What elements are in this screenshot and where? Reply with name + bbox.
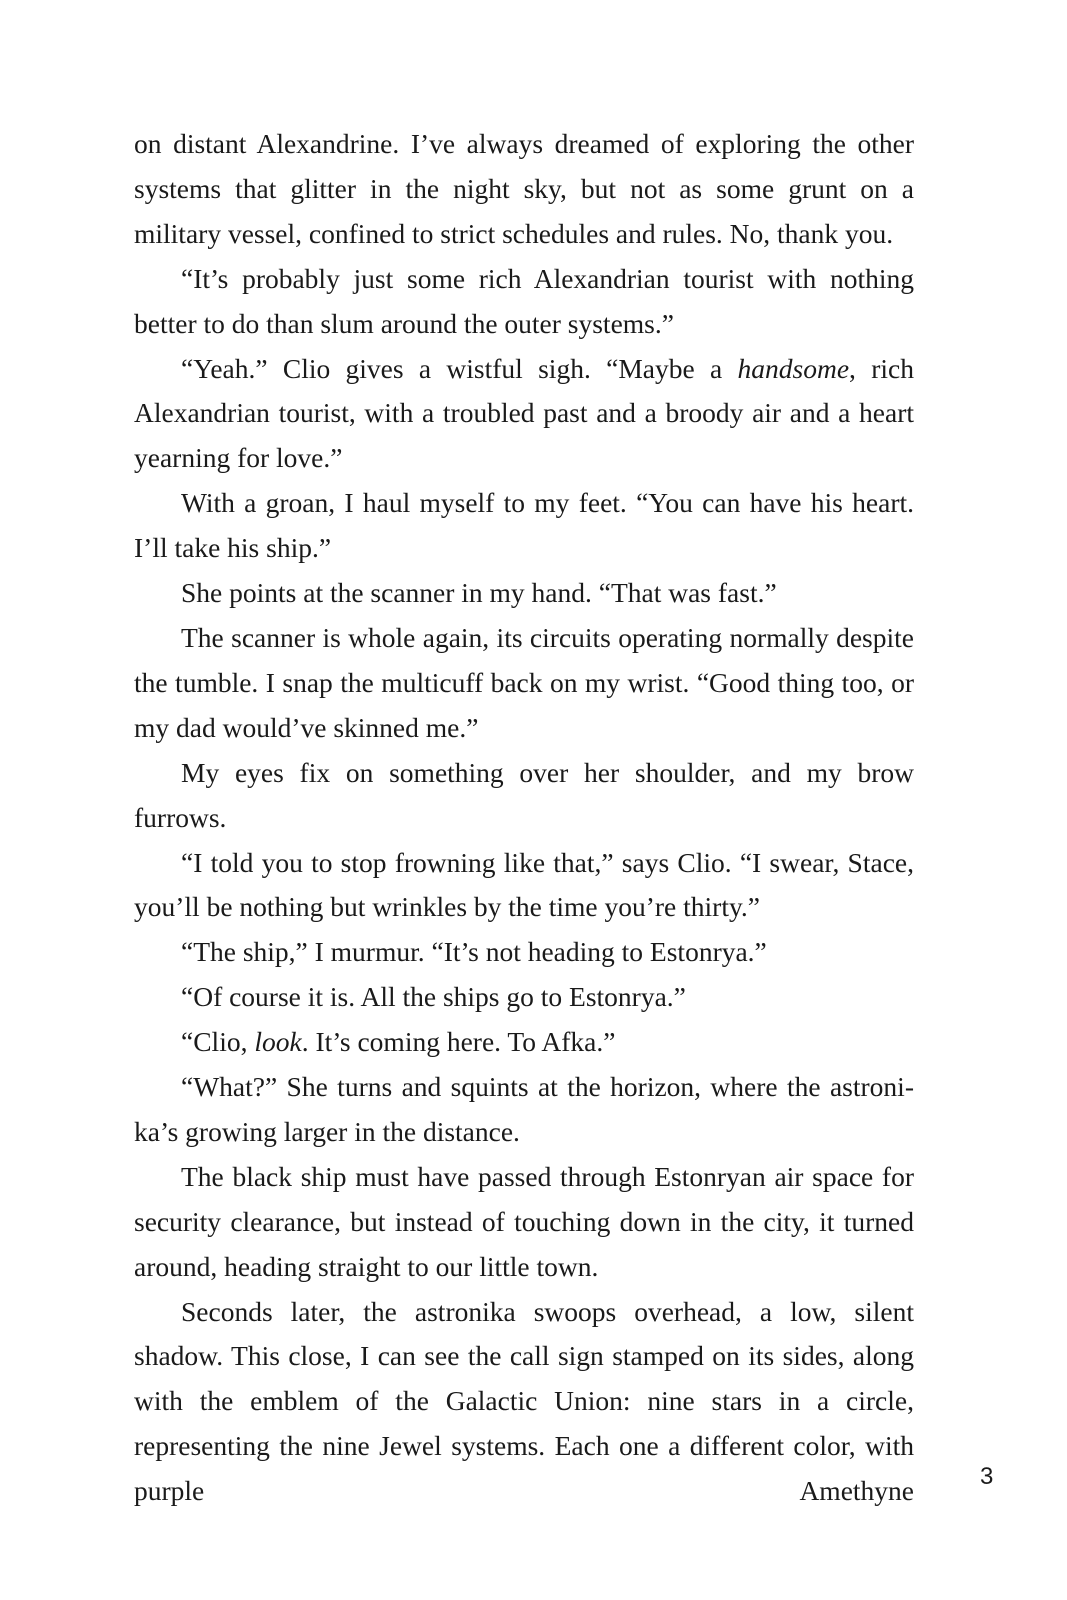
text-segment: The scanner is whole again, its circuits operating normally despite the tumble. I snap the multicuff back on my wrist. “Good thing too, or my dad would’ve skinned me.” [134,621,914,743]
text-segment: The black ship must have passed through Estonryan air space for security clearance, but instead of touching down in the city, it turned around, heading straight to our little town. [134,1160,914,1282]
paragraph [134,347,914,482]
text-segment: on distant Alexandrine. I’ve always dreamed of exploring the other systems that glitter in the night sky, but not as some grunt on a military vessel, confined to strict schedules and rules. No, thank you. [134,128,914,249]
paragraph [134,751,914,841]
paragraph [134,571,914,616]
text-segment: My eyes fix on something over her shoulder, and my brow furrows. [134,756,914,833]
paragraph [134,975,914,1020]
paragraph [134,616,914,751]
text-segment: Seconds later, the astronika swoops overhead, a low, silent shadow. This close, I can see the call sign stamped on its sides, along with the emblem of the Galactic Union: nine stars in a circle, representing the nine Jewel systems. Each one a different color, with purple Amethyne [134,1295,914,1507]
paragraph [134,1065,914,1155]
paragraph [134,930,914,975]
text-segment: With a groan, I haul myself to my feet. “You can have his heart. I’ll take his ship.” [134,487,914,564]
italic-text: handsome [737,352,850,384]
paragraph [134,257,914,347]
text-segment: , rich Alexandrian tourist, with a troubled past and a broody air and a heart yearning for love.” [134,352,914,474]
text-segment: “What?” She turns and squints at the horizon, where the astronika’s growing larger in the distance. [134,1071,914,1147]
text-segment: “Of course it is. All the ships go to Estonrya.” [181,981,686,1013]
paragraph [134,481,914,571]
book-page-text [134,122,914,1514]
paragraph [134,1290,914,1515]
text-segment: “Clio, [181,1026,255,1058]
text-segment: “Yeah.” Clio gives a wistful sigh. “Maybe a [181,352,738,384]
paragraph [134,841,914,931]
text-segment: “It’s probably just some rich Alexandrian tourist with nothing better to do than slum around the outer systems.” [134,262,914,339]
text-segment: “The ship,” I murmur. “It’s not heading to Estonrya.” [181,936,767,968]
text-segment: She points at the scanner in my hand. “That was fast.” [181,577,777,609]
paragraph [134,1155,914,1290]
paragraph [134,1020,914,1065]
page-number: 3 [980,1463,994,1490]
text-segment: “I told you to stop frowning like that,” says Clio. “I swear, Stace, you’ll be nothing but wrinkles by the time you’re thirty.” [134,846,914,923]
text-segment: . It’s coming here. To Afka.” [301,1026,616,1058]
paragraph [134,122,914,257]
italic-text: look [254,1026,302,1058]
